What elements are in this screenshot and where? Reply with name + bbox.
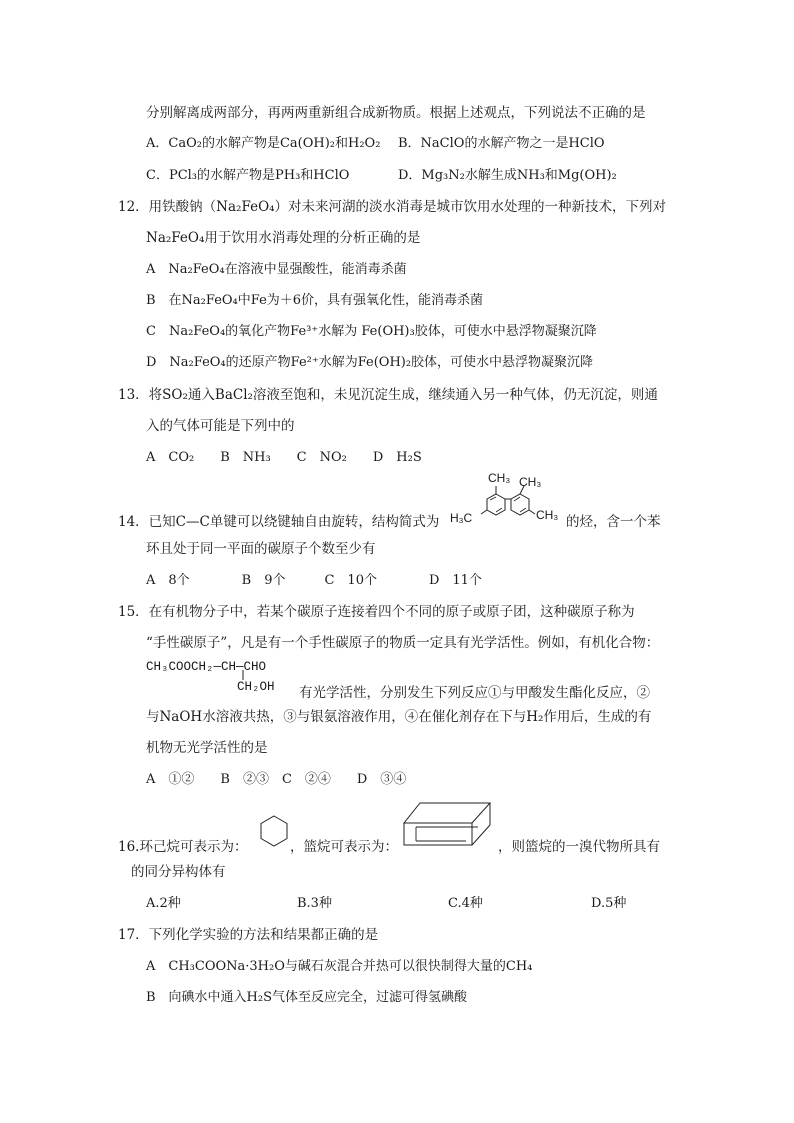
q15-formula-main: CH₃COOCH₂—CH—CHO: [146, 660, 267, 674]
q16-option-c: C.4种: [448, 896, 483, 911]
q11-option-c: C．PCl₃的水解产物是PH₃和HClO: [146, 168, 350, 183]
methyl-label-3: H₃C: [450, 511, 473, 525]
methyl-label-2: CH₃: [519, 475, 542, 489]
q14-stem-line1a: 14．已知C—C单键可以绕键轴自由旋转，结构简式为: [118, 514, 440, 530]
q12-option-a: A Na₂FeO₄在溶液中显强酸性，能消毒杀菌: [146, 262, 407, 277]
q15-stem-line4: 与NaOH水溶液共热，③与银氨溶液作用，④在催化剂存在下与H₂作用后，生成的有: [146, 709, 652, 725]
q16-stem-line2: 的同分异构体有: [131, 864, 226, 880]
q16-option-d: D.5种: [591, 896, 627, 911]
q13-stem-line1: 13．将SO₂通入BaCl₂溶液至饱和，未见沉淀生成，继续通入另一种气体，仍无沉淀，则通: [118, 387, 658, 403]
q14-stem-line1b: 的烃，含一个苯: [566, 514, 661, 530]
q16-option-a: A.2种: [146, 896, 181, 911]
q16-option-b: B.3种: [297, 896, 332, 911]
methyl-label-4: CH₃: [536, 508, 559, 522]
q15-stem-line2: “手性碳原子”，凡是有一个手性碳原子的物质一定具有光学活性。例如，有机化合物：: [146, 635, 660, 651]
cyclohexane-icon: [257, 814, 291, 848]
basketane-icon: [402, 801, 494, 851]
q12-stem-line2: Na₂FeO₄用于饮用水消毒处理的分析正确的是: [146, 230, 421, 246]
q17-option-a: A CH₃COONa·3H₂O与碱石灰混合并热可以很快制得大量的CH₄: [146, 959, 533, 974]
biphenyl-structure: [448, 470, 566, 534]
q17-option-b: B 向碘水中通入H₂S气体至反应完全，过滤可得氢碘酸: [146, 990, 468, 1005]
q17-stem: 17．下列化学实验的方法和结果都正确的是: [118, 927, 379, 943]
q13-stem-line2: 入的气体可能是下列中的: [146, 418, 295, 434]
q14-stem-line2: 环且处于同一平面的碳原子个数至少有: [146, 541, 376, 557]
q15-stem-line1: 15．在有机物分子中，若某个碳原子连接着四个不同的原子或原子团，这种碳原子称为: [118, 604, 635, 620]
q15-options: A ①② B ②③ C ②④ D ③④: [146, 772, 407, 787]
q15-stem-line3: 有光学活性，分别发生下列反应①与甲酸发生酯化反应，②: [299, 685, 650, 701]
q16-stem-part3: ，则篮烷的一溴代物所具有: [498, 839, 660, 855]
q11-continuation: 分别解离成两部分，再两两重新组合成新物质。根据上述观点，下列说法不正确的是: [146, 105, 646, 121]
methyl-label-1: CH₃: [488, 471, 511, 485]
q13-options: A CO₂ B NH₃ C NO₂ D H₂S: [146, 450, 422, 465]
q11-option-b: B．NaClO的水解产物之一是HClO: [398, 136, 605, 151]
q14-options: A 8个 B 9个 C 10个 D 11个: [146, 573, 482, 588]
q15-branch-bond: [242, 670, 246, 682]
q11-option-a: A．CaO₂的水解产物是Ca(OH)₂和H₂O₂: [146, 136, 381, 151]
q12-option-d: D Na₂FeO₄的还原产物Fe²⁺水解为Fe(OH)₂胶体，可使水中悬浮物凝聚沉降: [146, 355, 594, 370]
q12-option-c: C Na₂FeO₄的氧化产物Fe³⁺水解为 Fe(OH)₃胶体，可使水中悬浮物凝聚沉降: [146, 324, 597, 339]
q15-formula-branch: CH₂OH: [237, 680, 275, 694]
q12-option-b: B 在Na₂FeO₄中Fe为＋6价，具有强氧化性，能消毒杀菌: [146, 293, 484, 308]
q16-stem-part1: 16.环己烷可表示为：: [118, 839, 248, 855]
q11-option-d: D．Mg₃N₂水解生成NH₃和Mg(OH)₂: [398, 168, 617, 183]
q12-stem-line1: 12．用铁酸钠（Na₂FeO₄）对未来河湖的淡水消毒是城市饮用水处理的一种新技术，下列对: [118, 199, 667, 215]
q16-stem-part2: ，篮烷可表示为：: [290, 839, 398, 855]
q15-stem-line5: 机物无光学活性的是: [146, 740, 268, 756]
